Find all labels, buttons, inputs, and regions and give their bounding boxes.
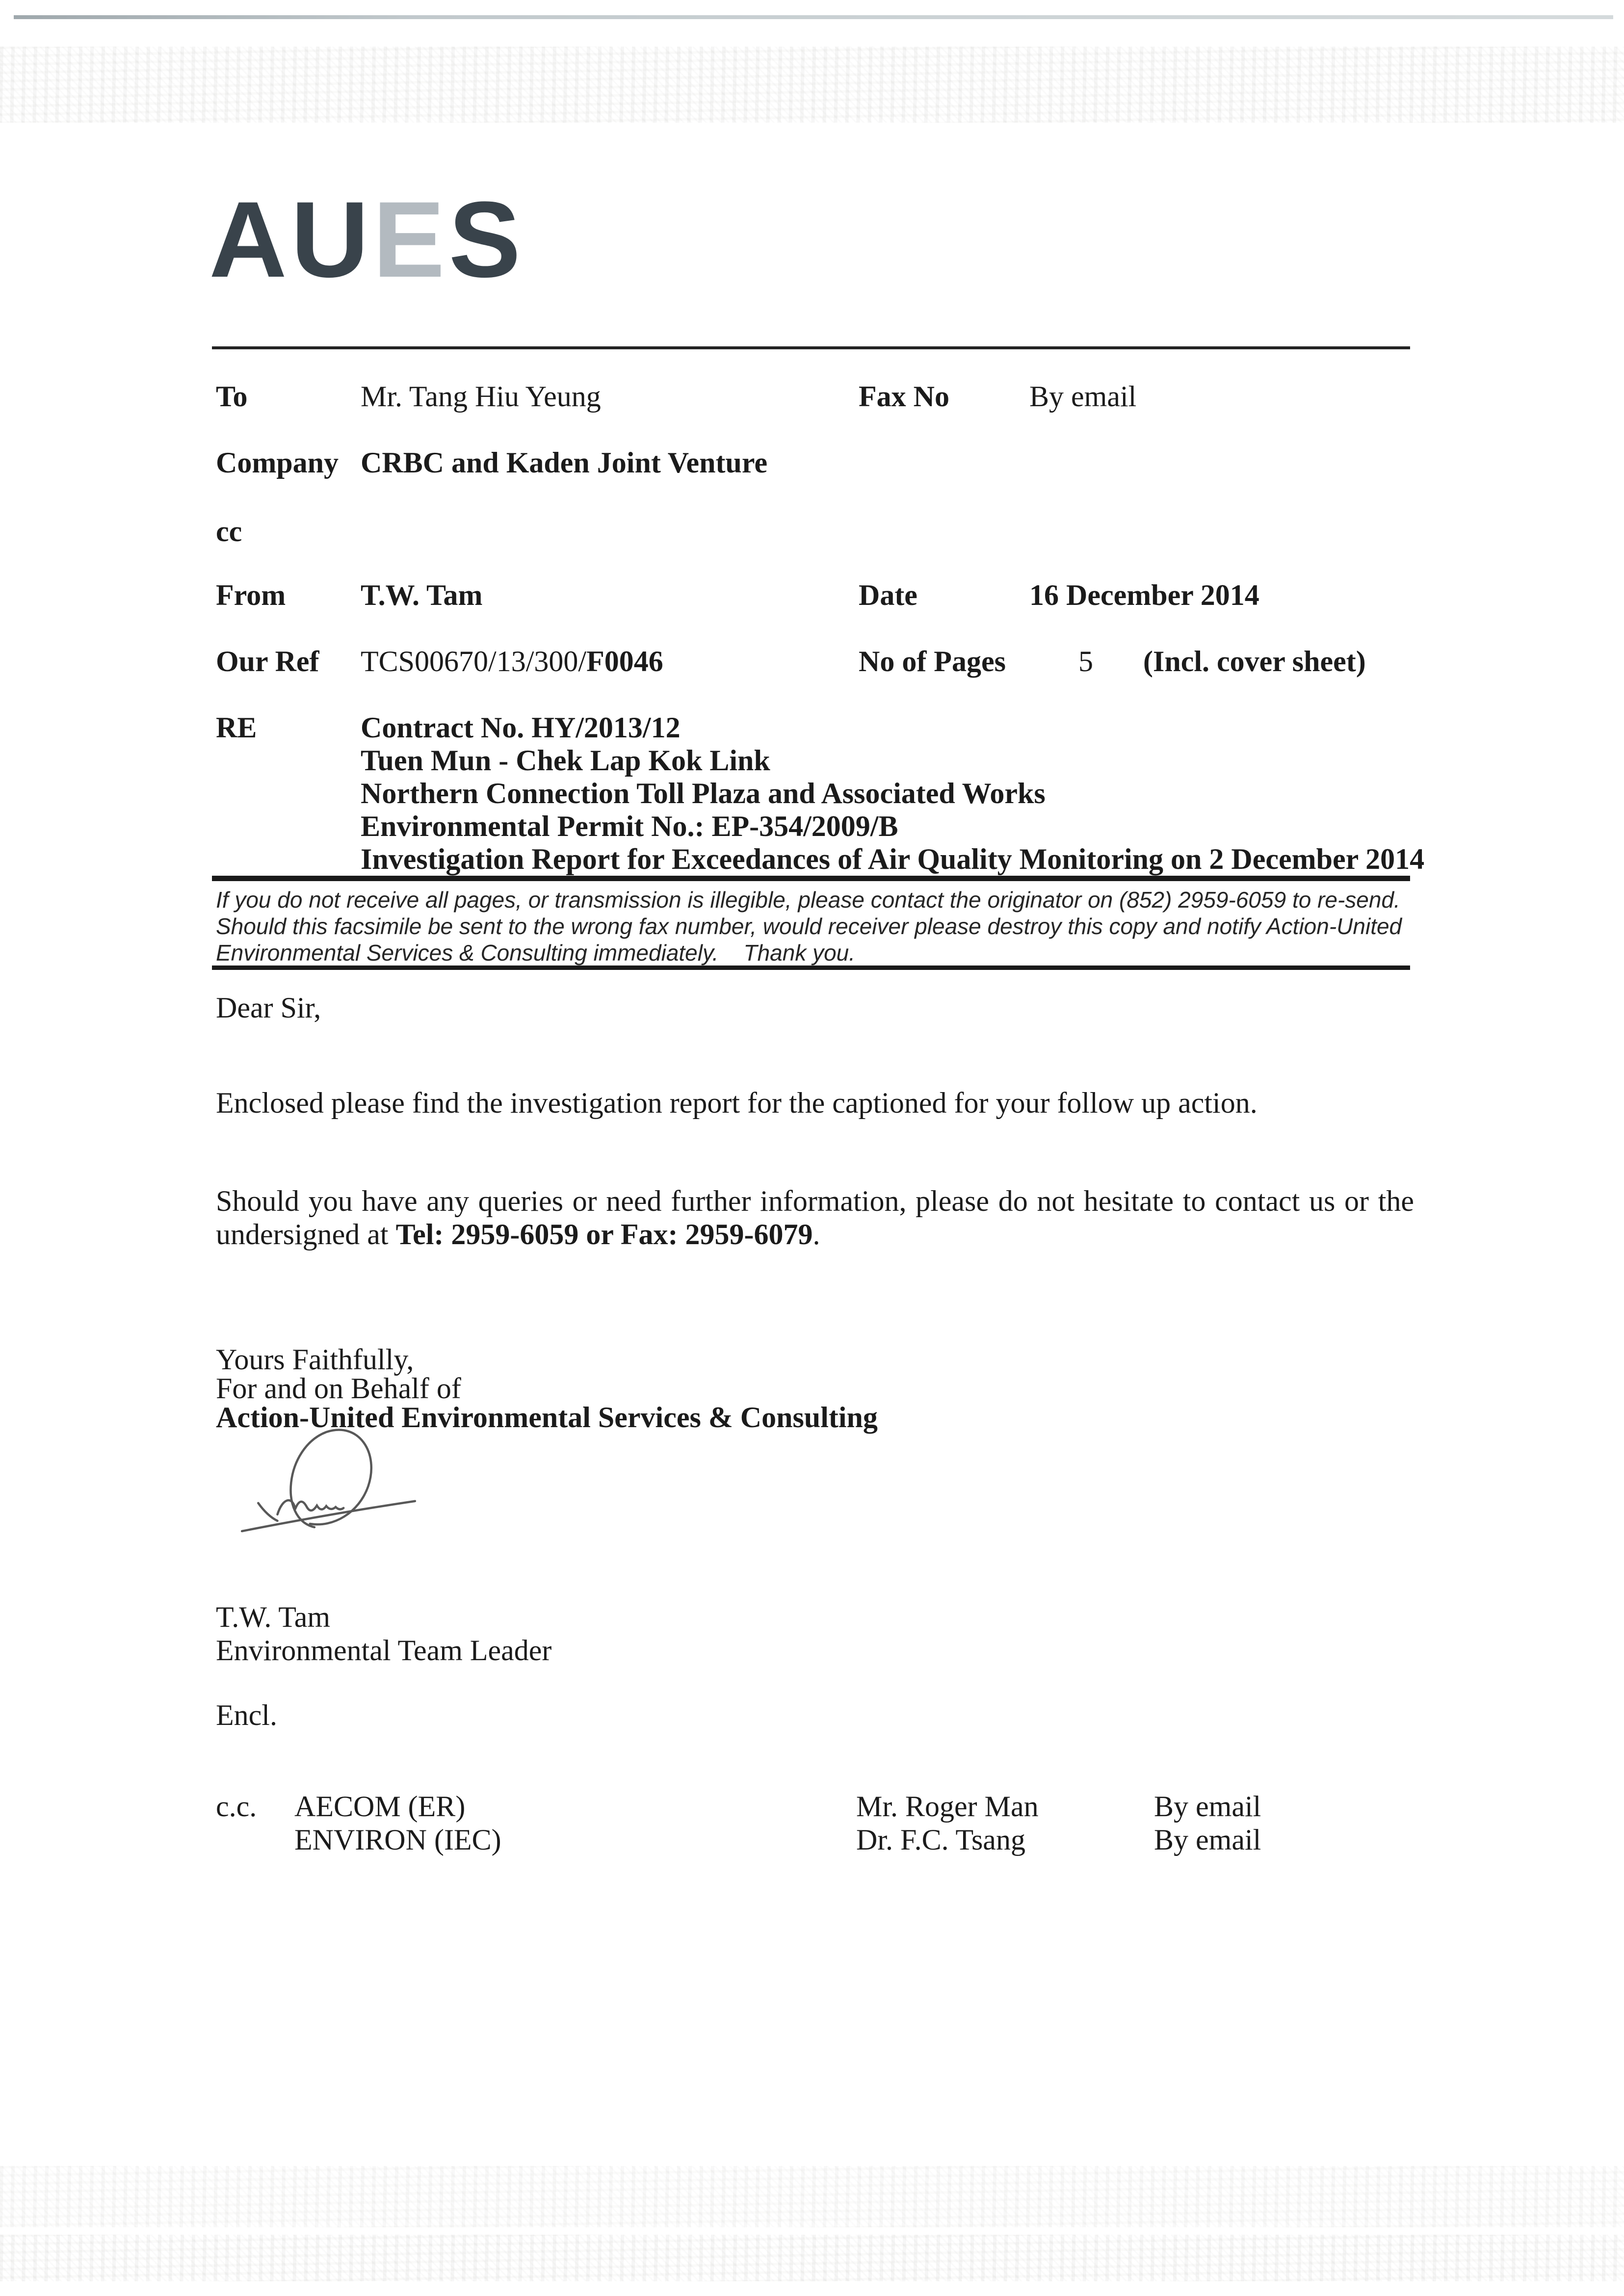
scan-noise-bottom — [0, 2166, 1624, 2227]
cc-person: Mr. Roger Man — [856, 1790, 1039, 1823]
ref-prefix: TCS00670/13/300/ — [361, 645, 587, 678]
field-label-from: From — [216, 579, 286, 611]
field-label-no-of-pages: No of Pages — [859, 645, 1006, 678]
re-line: Tuen Mun - Chek Lap Kok Link — [361, 744, 770, 777]
period: . — [812, 1218, 820, 1251]
field-label-date: Date — [859, 579, 917, 611]
body-paragraph-2-line-2 — [216, 1218, 1414, 1251]
field-label-to: To — [216, 380, 248, 413]
disclaimer-line: Environmental Services & Consulting immediately. Thank you. — [216, 940, 856, 965]
logo-letter: S — [448, 179, 525, 300]
disclaimer-divider-top — [212, 876, 1410, 881]
field-value-fax-no: By email — [1029, 380, 1137, 413]
field-label-cc: cc — [216, 515, 242, 548]
cc-organization: AECOM (ER) — [294, 1790, 466, 1823]
field-value-pages-note: (Incl. cover sheet) — [1143, 645, 1366, 678]
field-label-company: Company — [216, 446, 339, 479]
sign-off-line: For and on Behalf of — [216, 1372, 461, 1405]
field-label-fax-no: Fax No — [859, 380, 949, 413]
field-label-our-ref: Our Ref — [216, 645, 319, 678]
re-line: Investigation Report for Exceedances of Air Quality Monitoring on 2 December 2014 — [361, 843, 1425, 875]
sign-off-block — [216, 1345, 878, 1432]
cc-delivery-method: By email — [1154, 1790, 1261, 1823]
field-value-date: 16 December 2014 — [1029, 579, 1259, 611]
re-line: Environmental Permit No.: EP-354/2009/B — [361, 810, 898, 842]
re-subject-block — [361, 711, 1424, 876]
field-label-re: RE — [216, 711, 257, 744]
contact-text: undersigned at — [216, 1218, 396, 1251]
cc-label: c.c. — [216, 1790, 257, 1823]
body-paragraph-1: Enclosed please find the investigation report for the captioned for your follow up action. — [216, 1087, 1257, 1119]
field-value-our-ref — [361, 645, 663, 678]
signer-title: Environmental Team Leader — [216, 1634, 552, 1667]
logo-letter: A — [209, 179, 291, 300]
logo-letter: U — [290, 179, 373, 300]
fax-disclaimer — [216, 887, 1414, 966]
aues-logo — [209, 179, 525, 300]
signer-name: T.W. Tam — [216, 1601, 330, 1633]
disclaimer-line: Should this facsimile be sent to the wrong fax number, would receiver please destroy this copy and notify Action-United — [216, 913, 1402, 939]
cc-organization: ENVIRON (IEC) — [294, 1824, 501, 1856]
cc-delivery-method: By email — [1154, 1824, 1261, 1856]
body-paragraph-2-line-1: Should you have any queries or need further information, please do not hesitate to contact us or the — [216, 1185, 1414, 1217]
body-paragraph-2 — [216, 1184, 1414, 1251]
header-divider — [212, 346, 1410, 349]
field-value-company: CRBC and Kaden Joint Venture — [361, 446, 768, 479]
field-value-to: Mr. Tang Hiu Yeung — [361, 380, 601, 413]
company-name: Action-United Environmental Services & Consulting — [216, 1401, 878, 1434]
signature-image — [230, 1422, 427, 1539]
field-value-pages-count: 5 — [1078, 645, 1093, 678]
disclaimer-line: If you do not receive all pages, or transmission is illegible, please contact the originator on (852) 2959-6059 to re-send. — [216, 887, 1400, 913]
logo-letter: E — [372, 179, 449, 300]
scan-noise-bottom — [0, 2235, 1624, 2281]
ref-number: F0046 — [586, 645, 663, 678]
re-line: Contract No. HY/2013/12 — [361, 711, 681, 744]
contact-numbers: Tel: 2959-6059 or Fax: 2959-6079 — [395, 1218, 813, 1251]
sign-off-line: Yours Faithfully, — [216, 1343, 414, 1376]
cc-person: Dr. F.C. Tsang — [856, 1824, 1025, 1856]
scan-noise-top — [0, 47, 1624, 123]
field-value-from: T.W. Tam — [361, 579, 483, 611]
disclaimer-divider-bottom — [212, 965, 1410, 970]
enclosure-note: Encl. — [216, 1699, 277, 1731]
salutation: Dear Sir, — [216, 991, 321, 1024]
scan-artifact-line — [14, 15, 1613, 19]
re-line: Northern Connection Toll Plaza and Associated Works — [361, 777, 1046, 809]
